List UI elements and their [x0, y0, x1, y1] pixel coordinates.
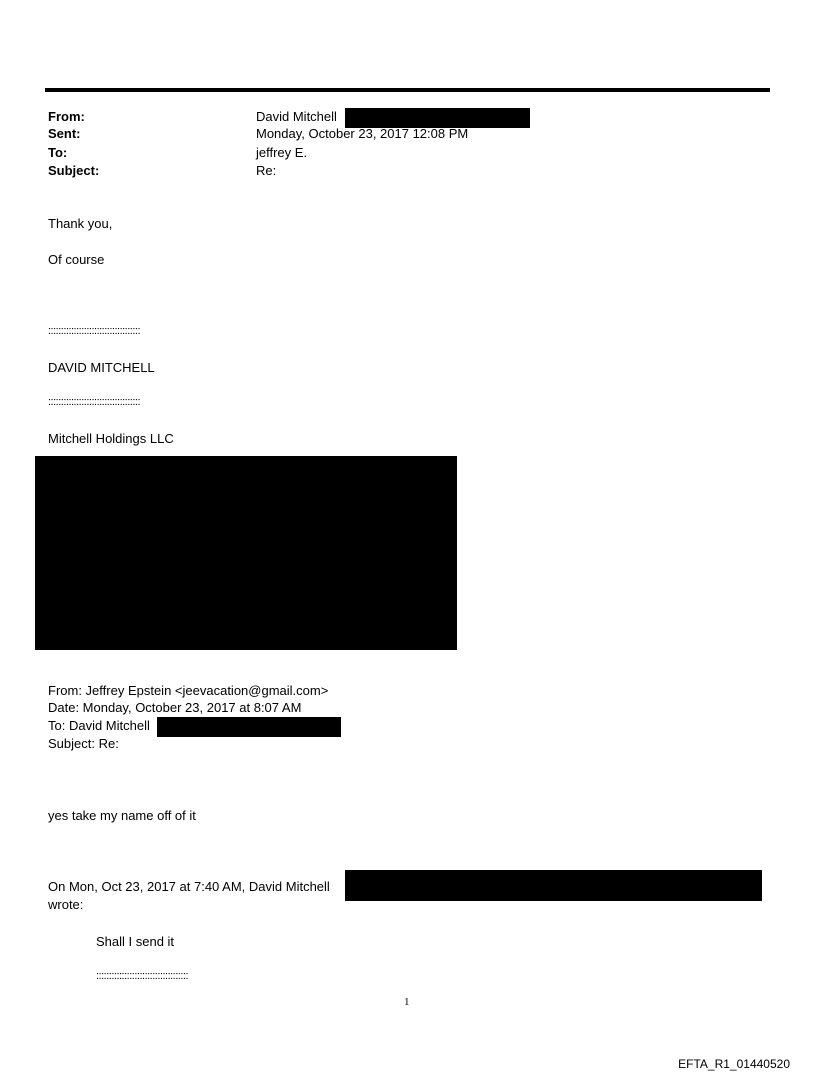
quoted-wrote: wrote: — [48, 897, 84, 912]
quoted-reply-text: yes take my name off of it — [48, 808, 196, 823]
from-value: David Mitchell — [256, 109, 337, 124]
signature-divider-top: :::::::::::::::::::::::::::::::::::: — [48, 325, 141, 337]
page-number: 1 — [404, 996, 410, 1008]
sent-label: Sent: — [48, 126, 81, 141]
body-thank-you: Thank you, — [48, 216, 113, 231]
sent-value: Monday, October 23, 2017 12:08 PM — [256, 126, 469, 141]
quoted-from: From: Jeffrey Epstein <jeevacation@gmail.com> — [48, 683, 329, 698]
quoted-subject: Subject: Re: — [48, 736, 119, 751]
nested-text: Shall I send it — [96, 934, 175, 949]
nested-divider: :::::::::::::::::::::::::::::::::::: — [96, 970, 189, 982]
subject-value: Re: — [256, 163, 277, 178]
to-label: To: — [48, 145, 68, 160]
signature-company: Mitchell Holdings LLC — [48, 431, 174, 446]
redaction-quoted-sender — [345, 870, 762, 901]
signature-name: DAVID MITCHELL — [48, 360, 155, 375]
subject-label: Subject: — [48, 163, 100, 178]
redaction-signature-block — [35, 456, 457, 650]
quoted-on-line: On Mon, Oct 23, 2017 at 7:40 AM, David Mitchell — [48, 879, 330, 894]
body-of-course: Of course — [48, 252, 105, 267]
quoted-date: Date: Monday, October 23, 2017 at 8:07 AM — [48, 700, 302, 715]
redaction-quoted-to-email — [157, 717, 341, 737]
redaction-from-email — [345, 108, 530, 128]
header-rule — [45, 88, 770, 92]
to-value: jeffrey E. — [256, 145, 308, 160]
document-id: EFTA_R1_01440520 — [678, 1057, 790, 1071]
signature-divider-bottom: :::::::::::::::::::::::::::::::::::: — [48, 396, 141, 408]
quoted-to: To: David Mitchell — [48, 718, 150, 733]
from-label: From: — [48, 109, 85, 124]
